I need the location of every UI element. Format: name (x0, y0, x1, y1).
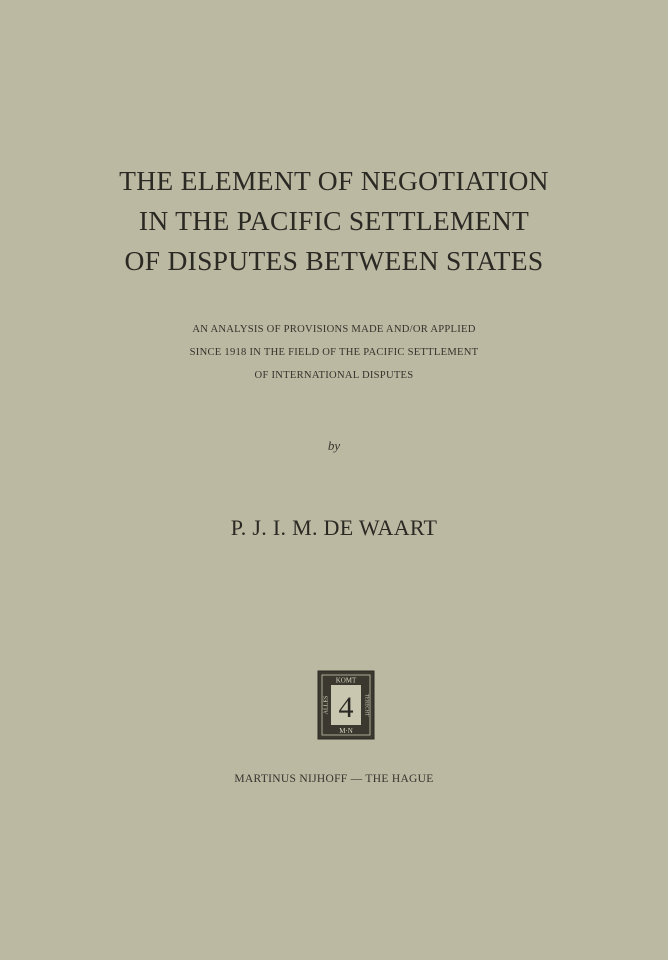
subtitle-line-1: AN ANALYSIS OF PROVISIONS MADE AND/OR APPLIED (192, 324, 476, 335)
emblem-center-text: 4 (338, 691, 354, 724)
emblem-bottom-text: M·N (339, 727, 353, 735)
by-label: by (327, 438, 341, 453)
subtitle-line-3: OF INTERNATIONAL DISPUTES (254, 370, 414, 381)
subtitle-line-2: SINCE 1918 IN THE FIELD OF THE PACIFIC SETTLEMENT (189, 347, 479, 358)
title-line-3: OF DISPUTES BETWEEN STATES (124, 245, 544, 276)
publisher-imprint: MARTINUS NIJHOFF — THE HAGUE (234, 773, 434, 785)
author-name: P. J. I. M. DE WAART (230, 515, 438, 540)
emblem-top-text: KOMT (335, 676, 357, 685)
title-line-2: IN THE PACIFIC SETTLEMENT (138, 205, 530, 236)
book-title (0, 161, 668, 281)
publisher-emblem-icon (317, 670, 375, 740)
emblem-right-text: TERECHT (363, 693, 369, 717)
book-subtitle (0, 318, 668, 387)
title-line-1: THE ELEMENT OF NEGOTIATION (119, 165, 549, 196)
emblem-left-text: ALLES (323, 695, 330, 715)
